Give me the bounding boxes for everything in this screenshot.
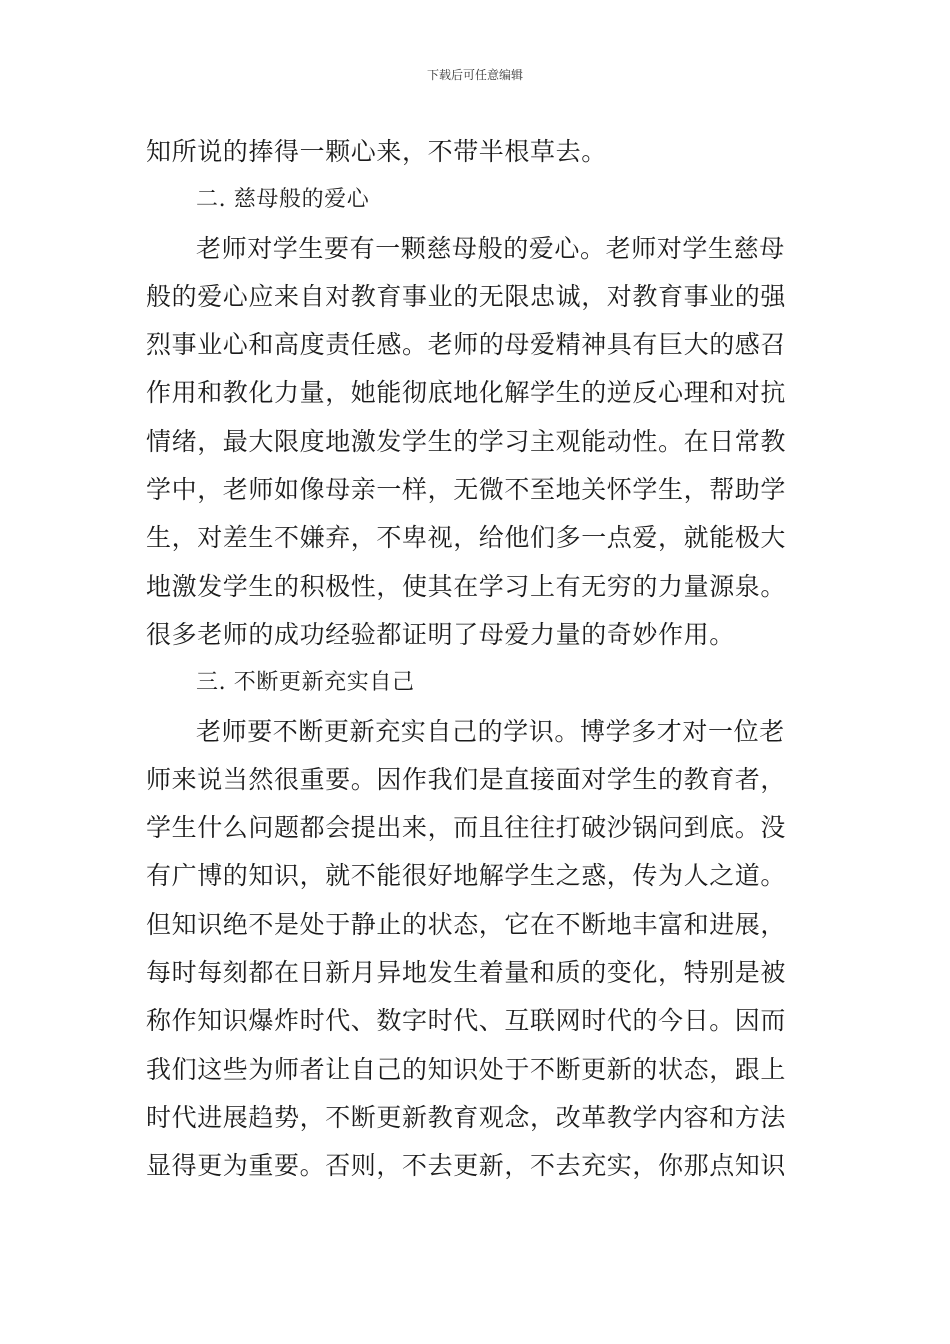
text-line: 作用和教化力量，她能彻底地化解学生的逆反心理和对抗 <box>146 378 787 408</box>
text-line: 很多老师的成功经验都证明了母爱力量的奇妙作用。 <box>146 619 735 649</box>
page-header: 下载后可任意编辑 <box>426 68 523 82</box>
text-line: 时代进展趋势，不断更新教育观念，改革教学内容和方法 <box>146 1102 787 1132</box>
text-line: 有广博的知识，就不能很好地解学生之惑，传为人之道。 <box>146 861 787 891</box>
paragraph-first-line: 老师要不断更新充实自己的学识。博学多才对一位老 <box>196 716 785 746</box>
text-line: 生，对差生不嫌弃，不卑视，给他们多一点爱，就能极大 <box>146 523 787 553</box>
text-line: 烈事业心和高度责任感。老师的母爱精神具有巨大的感召 <box>146 330 787 360</box>
section-heading: 三. 不断更新充实自己 <box>196 670 415 696</box>
text-line: 师来说当然很重要。因作我们是直接面对学生的教育者， <box>146 764 787 794</box>
document-body <box>146 128 808 1191</box>
text-line: 我们这些为师者让自己的知识处于不断更新的状态，跟上 <box>146 1054 787 1084</box>
text-line: 学生什么问题都会提出来，而且往往打破沙锅问到底。没 <box>146 813 787 843</box>
text-line: 称作知识爆炸时代、数字时代、互联网时代的今日。因而 <box>146 1006 787 1036</box>
text-line: 地激发学生的积极性，使其在学习上有无穷的力量源泉。 <box>146 571 787 601</box>
text-line: 但知识绝不是处于静止的状态，它在不断地丰富和进展， <box>146 909 787 939</box>
text-line: 般的爱心应来自对教育事业的无限忠诚，对教育事业的强 <box>146 281 787 311</box>
text-line: 每时每刻都在日新月异地发生着量和质的变化，特别是被 <box>146 958 787 988</box>
text-line: 知所说的捧得一颗心来，不带半根草去。 <box>146 137 607 166</box>
paragraph-first-line: 老师对学生要有一颗慈母般的爱心。老师对学生慈母 <box>196 233 785 263</box>
section-heading: 二. 慈母般的爱心 <box>196 187 370 213</box>
text-line: 情绪，最大限度地激发学生的学习主观能动性。在日常教 <box>146 426 787 456</box>
text-line: 显得更为重要。否则，不去更新，不去充实，你那点知识 <box>146 1151 787 1181</box>
text-line: 学中，老师如像母亲一样，无微不至地关怀学生，帮助学 <box>146 475 787 505</box>
